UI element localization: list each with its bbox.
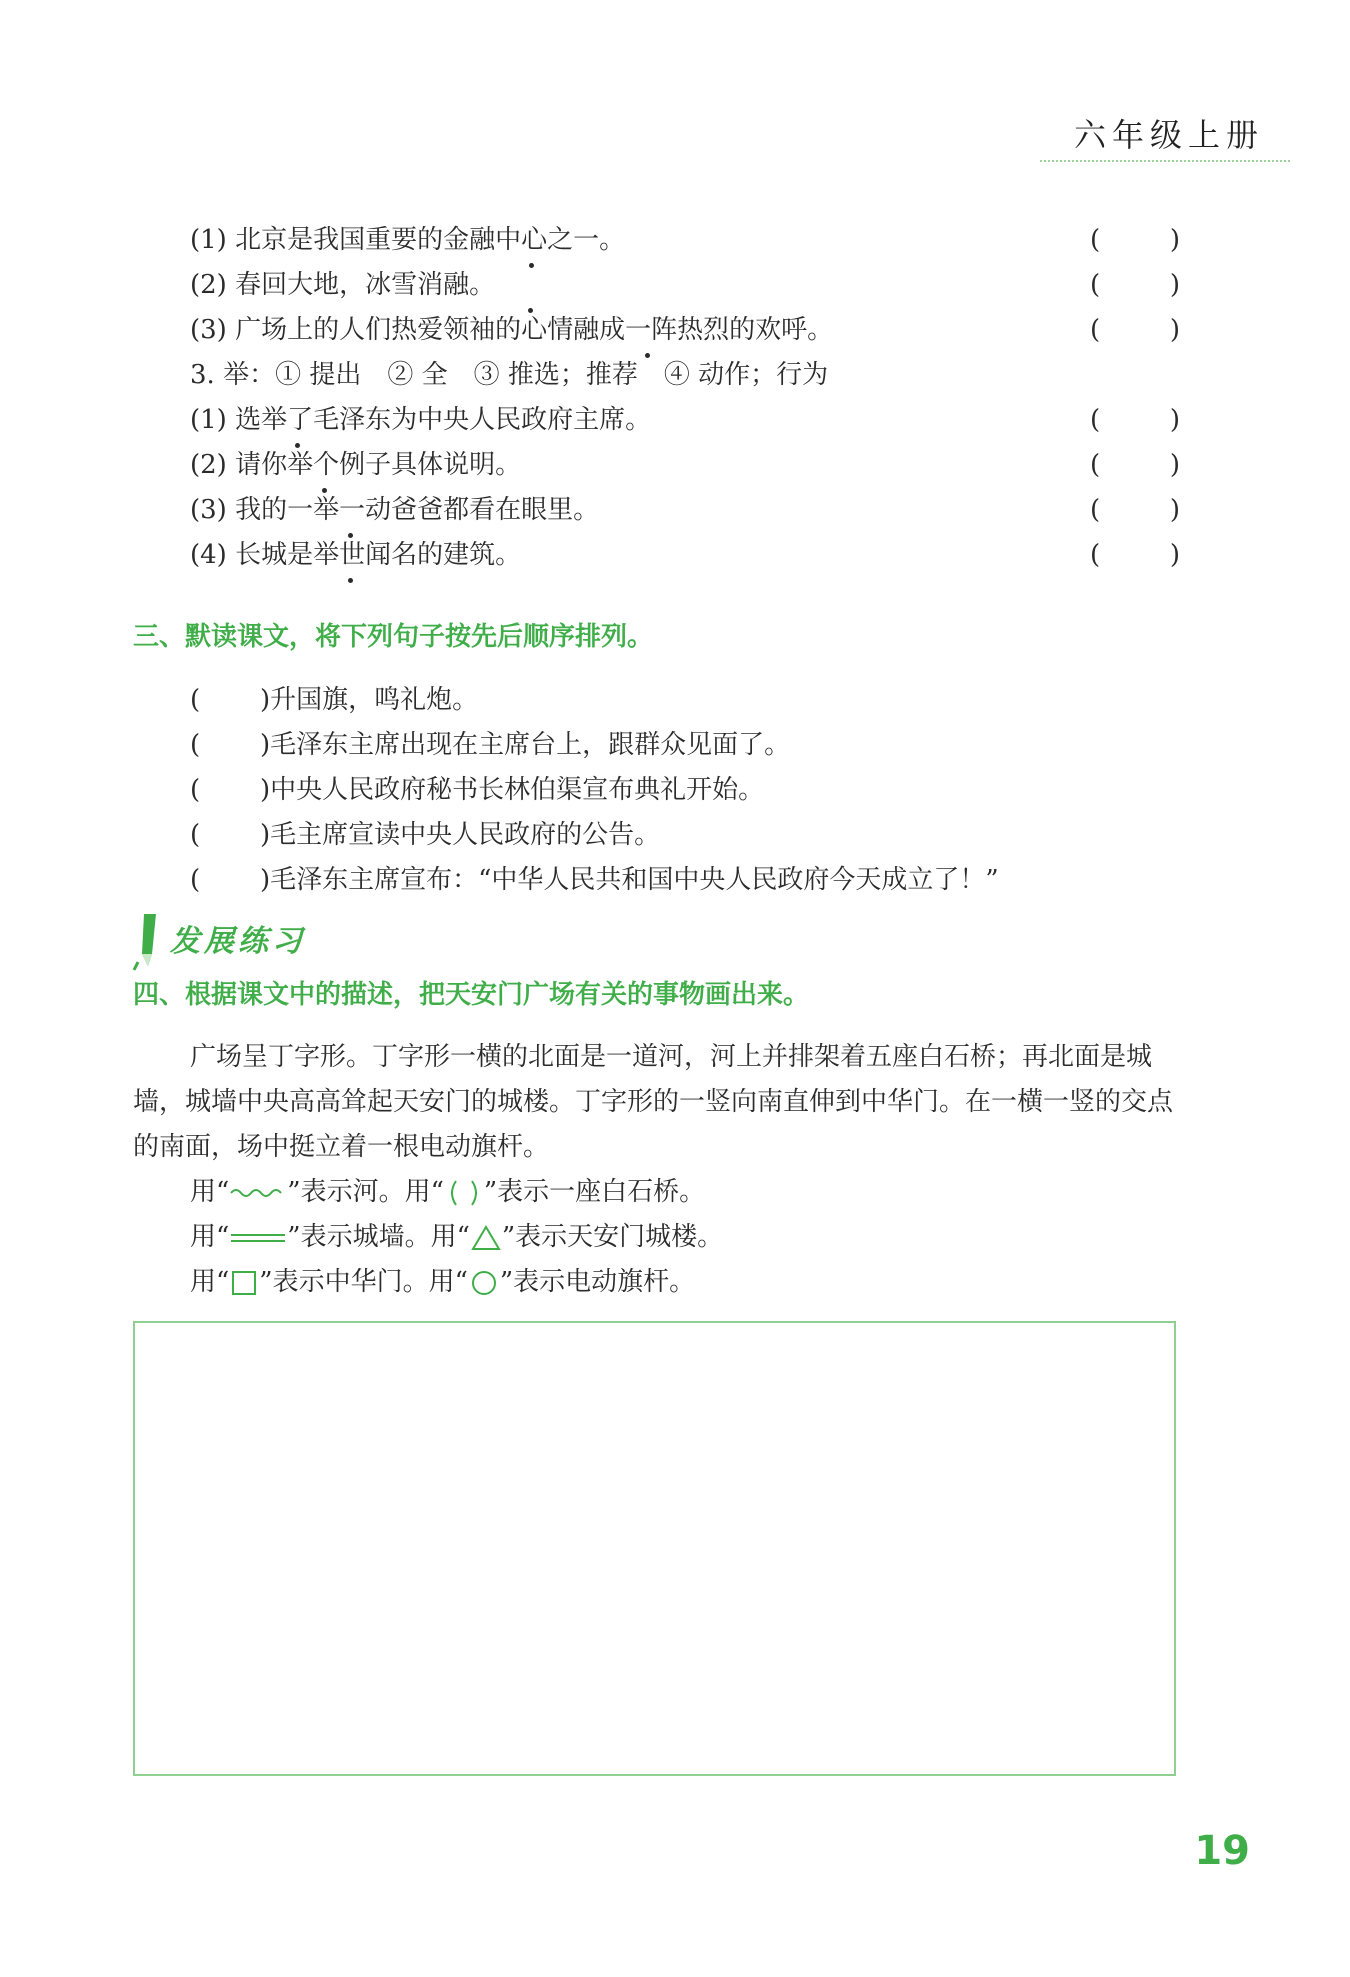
emphasis-dot [322,488,327,493]
wave-line-icon [229,1185,287,1201]
grade-label: 六年级上册 [1073,116,1264,154]
square-icon [229,1269,259,1297]
bridge-parentheses-icon [444,1178,484,1208]
list-item: (3) 我的一举一动爸爸都看在眼里。 ( ) [190,490,1180,530]
double-line-icon [229,1230,287,1246]
meanings-text: 3. 举：① 提出 ② 全 ③ 推选；推荐 ④ 动作；行为 [190,360,829,390]
sentence-text: (4) 长城是举世闻名的建筑。 [190,540,522,570]
practice-banner [130,912,430,972]
emphasis-dot [348,533,353,538]
circle-icon [468,1269,500,1297]
emphasis-dot [528,308,533,313]
list-item: (4) 长城是举世闻名的建筑。 ( ) [190,535,1180,575]
list-item: (2) 请你举个例子具体说明。 ( ) [190,445,1180,485]
sentence-text: (2) 春回大地，冰雪消融。 [190,270,496,300]
legend-line-river-bridge: 用“ ”表示河。用“ ”表示一座白石桥。 [190,1177,706,1207]
list-item: (1) 北京是我国重要的金融中心之一。 ( ) [190,220,1180,260]
section-title-ordering: 三、默读课文，将下列句子按先后顺序排列。 [133,622,654,652]
legend-line-gate-flagpole: 用“ ”表示中华门。用“ ”表示电动旗杆。 [190,1267,696,1297]
sentence-text: (2) 请你举个例子具体说明。 [190,450,522,480]
emphasis-dot [348,578,353,583]
list-item: (2) 春回大地，冰雪消融。 ( ) [190,265,1180,305]
emphasis-dot [295,443,300,448]
legend-line-wall-tower: 用“ ”表示城墙。用“ ”表示天安门城楼。 [190,1222,724,1252]
character-meanings [190,355,1180,395]
list-item: (1) 选举了毛泽东为中央人民政府主席。 ( ) [190,400,1180,440]
section-title-drawing: 四、根据课文中的描述，把天安门广场有关的事物画出来。 [133,980,810,1010]
emphasis-dot [529,263,534,268]
sentence-text: (1) 选举了毛泽东为中央人民政府主席。 [190,405,652,435]
sentence-text: (3) 广场上的人们热爱领袖的心情融成一阵热烈的欢呼。 [190,315,834,345]
drawing-area[interactable] [133,1321,1176,1776]
pencil-icon [130,912,164,972]
sentence-text: (1) 北京是我国重要的金融中心之一。 [190,225,626,255]
sentence-text: (3) 我的一举一动爸爸都看在眼里。 [190,495,600,525]
grade-header [1040,112,1290,162]
emphasis-dot [645,353,650,358]
list-item: (3) 广场上的人们热爱领袖的心情融成一阵热烈的欢呼。 ( ) [190,310,1180,350]
description-paragraph: 广场呈丁字形。丁字形一横的北面是一道河，河上并排架着五座白石桥；再北面是城墙，城墙中央高高耸起天安门的城楼。丁字形的一竖向南直伸到中华门。在一横一竖的交点的南面，场中挺立着一根电动旗杆。 [133,1042,1174,1162]
page-number: 19 [1194,1828,1250,1874]
banner-label: 发展练习 [170,924,306,959]
triangle-icon [470,1224,502,1252]
